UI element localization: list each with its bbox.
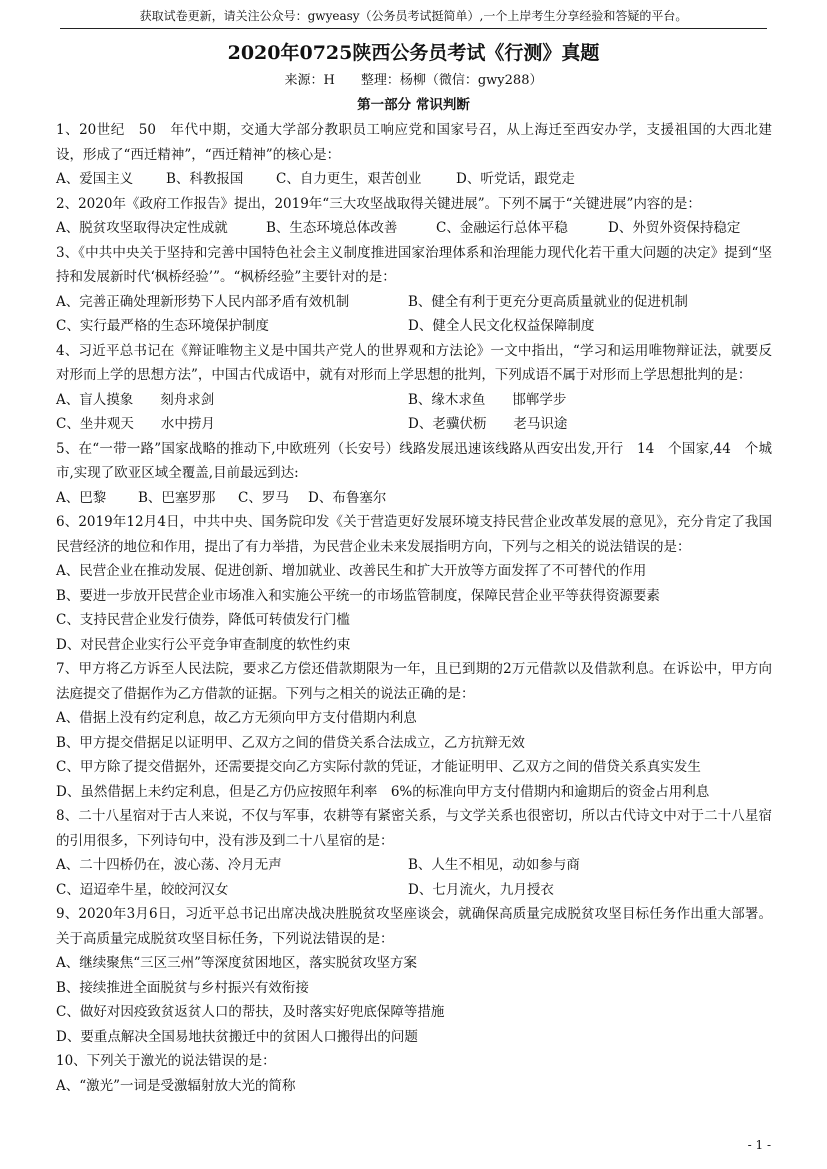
question-3-options-row1 <box>56 290 772 315</box>
question-2-option-c: C、金融运行总体平稳 <box>436 220 568 236</box>
question-3-options-row2 <box>56 314 772 339</box>
question-8-option-a: A、二十四桥仍在，波心荡、冷月无声 <box>56 857 282 873</box>
question-2-options <box>56 216 772 241</box>
question-7-stem: 7、甲方将乙方诉至人民法院，要求乙方偿还借款期限为一年，且已到期的2万元借款以及借款利息。在诉讼中，甲方向法庭提交了借据作为乙方借款的证据。下列与之相关的说法正确的是： <box>56 661 772 702</box>
question-9-option-b: B、接续推进全面脱贫与乡村振兴有效衔接 <box>56 979 309 996</box>
page-title: 2020年0725陕西公务员考试《行测》真题 <box>227 42 600 64</box>
question-1-option-d: D、听党话，跟党走 <box>456 171 575 187</box>
question-9-option-d: D、要重点解决全国易地扶贫搬迁中的贫困人口搬得出的问题 <box>56 1028 418 1045</box>
question-9-option-a: A、继续聚焦“三区三州”等深度贫困地区，落实脱贫攻坚方案 <box>56 955 418 971</box>
question-6-option-b: B、要进一步放开民营企业市场准入和实施公平统一的市场监管制度，保障民营企业平等获得资源要素 <box>56 587 660 604</box>
question-4-stem: 4、习近平总书记在《辩证唯物主义是中国共产党人的世界观和方法论》一文中指出，“学习和运用唯物辩证法，就要反对形而上学的思想方法”，中国古代成语中，就有对形而上学思想的批判，下列成语不属于对形而上学思想批判的是： <box>56 342 772 383</box>
question-3-option-b: B、健全有利于更充分更高质量就业的促进机制 <box>408 293 688 310</box>
question-3-stem: 3、《中共中央关于坚持和完善中国特色社会主义制度推进国家治理体系和治理能力现代化若干重大问题的决定》提到“坚持和发展新时代‘枫桥经验’”。“枫桥经验”主要针对的是： <box>56 244 772 285</box>
question-10-stem: 10、下列关于激光的说法错误的是： <box>56 1053 276 1069</box>
question-10-option-a: A、“激光”一词是受激辐射放大光的简称 <box>56 1077 296 1094</box>
question-2-option-d: D、外贸外资保持稳定 <box>608 220 741 236</box>
question-4-option-c: C、坐井观天 水中捞月 <box>56 416 215 432</box>
question-6-option-c: C、支持民营企业发行债券，降低可转债发行门槛 <box>56 612 350 628</box>
question-7-option-c: C、甲方除了提交借据外，还需要提交向乙方实际付款的凭证，才能证明甲、乙双方之间的借贷关系真实发生 <box>56 759 701 775</box>
source-line: 来源：H 整理：杨柳（微信：gwy288） <box>284 73 543 88</box>
question-8-options-row2 <box>56 878 772 903</box>
question-7-option-a: A、借据上没有约定利息，故乙方无须向甲方支付借期内利息 <box>56 710 417 726</box>
question-4-option-b: B、缘木求鱼 邯郸学步 <box>408 391 567 408</box>
question-9-stem: 9、2020年3月6日，习近平总书记出席决战决胜脱贫攻坚座谈会，就确保高质量完成脱贫攻坚目标任务作出重大部署。关于高质量完成脱贫攻坚目标任务，下列说法错误的是： <box>56 906 772 947</box>
question-8-option-b: B、人生不相见，动如参与商 <box>408 857 580 873</box>
question-9-option-c: C、做好对因疫致贫返贫人口的帮扶，及时落实好兜底保障等措施 <box>56 1004 445 1020</box>
question-4-options-row1 <box>56 388 772 413</box>
question-3-option-a: A、完善正确处理新形势下人民内部矛盾有效机制 <box>56 293 350 310</box>
question-6-stem: 6、2019年12月4日，中共中央、国务院印发《关于营造更好发展环境支持民营企业改革发展的意见》，充分肯定了我国民营经济的地位和作用，提出了有力举措，为民营企业未来发展指明方向，下列与之相关的说法错误的是： <box>56 514 772 555</box>
question-1-option-c: C、自力更生，艰苦创业 <box>276 171 422 187</box>
question-6-option-a: A、民营企业在推动发展、促进创新、增加就业、改善民生和扩大开放等方面发挥了不可替代的作用 <box>56 563 647 579</box>
page-number: - 1 - <box>747 1138 771 1152</box>
question-5-stem: 5、在“一带一路”国家战略的推动下,中欧班列（长安号）线路发展迅速该线路从西安出发,开行 14 个国家,44 个城市,实现了欧亚区域全覆盖,目前最远到达: <box>56 440 772 481</box>
question-4-option-a: A、盲人摸象 刻舟求剑 <box>56 391 215 408</box>
page-header: 获取试卷更新，请关注公众号：gwyeasy（公务员考试挺简单）,一个上岸考生分享经验和答疑的平台。 <box>60 6 767 29</box>
question-6-option-d: D、对民营企业实行公平竞争审查制度的软性约束 <box>56 636 351 653</box>
question-4-option-d: D、老骥伏枥 老马识途 <box>408 416 568 432</box>
section-title: 第一部分 常识判断 <box>357 97 470 113</box>
question-1-stem: 1、20世纪 50 年代中期，交通大学部分教职员工响应党和国家号召，从上海迁至西安办学，支援祖国的大西北建设，形成了“西迁精神”，“西迁精神”的核心是： <box>56 122 772 163</box>
question-2-option-a: A、脱贫攻坚取得决定性成就 <box>56 220 228 236</box>
question-list <box>56 118 772 1098</box>
question-8-option-d: D、七月流火，九月授衣 <box>408 881 554 898</box>
question-7-option-d: D、虽然借据上未约定利息，但是乙方仍应按照年利率 6%的标准向甲方支付借期内和逾期后的资金占用利息 <box>56 783 710 800</box>
question-5-option-a: A、巴黎 <box>56 489 107 506</box>
question-7-option-b: B、甲方提交借据足以证明甲、乙双方之间的借贷关系合法成立，乙方抗辩无效 <box>56 734 525 751</box>
question-5-option-c: C、罗马 <box>238 489 289 506</box>
question-5-option-b: B、巴塞罗那 <box>138 489 216 506</box>
question-5-options <box>56 486 772 511</box>
question-3-option-d: D、健全人民文化权益保障制度 <box>408 318 595 334</box>
question-3-option-c: C、实行最严格的生态环境保护制度 <box>56 318 269 334</box>
question-8-options-row1 <box>56 853 772 878</box>
question-2-option-b: B、生态环境总体改善 <box>266 220 398 236</box>
question-4-options-row2 <box>56 412 772 437</box>
question-1-option-b: B、科教报国 <box>166 171 244 187</box>
question-8-option-c: C、迢迢牵牛星，皎皎河汉女 <box>56 881 229 898</box>
question-5-option-d: D、布鲁塞尔 <box>308 489 387 506</box>
question-1-option-a: A、爱国主义 <box>56 171 134 187</box>
question-1-options <box>56 167 772 192</box>
question-8-stem: 8、二十八星宿对于古人来说，不仅与军事，农耕等有紧密关系，与文学关系也很密切，所以古代诗文中对于二十八星宿的引用很多，下列诗句中，没有涉及到二十八星宿的是： <box>56 808 772 849</box>
question-2-stem: 2、2020年《政府工作报告》提出，2019年“三大攻坚战取得关键进展”。下列不属于“关键进展”内容的是： <box>56 195 701 212</box>
